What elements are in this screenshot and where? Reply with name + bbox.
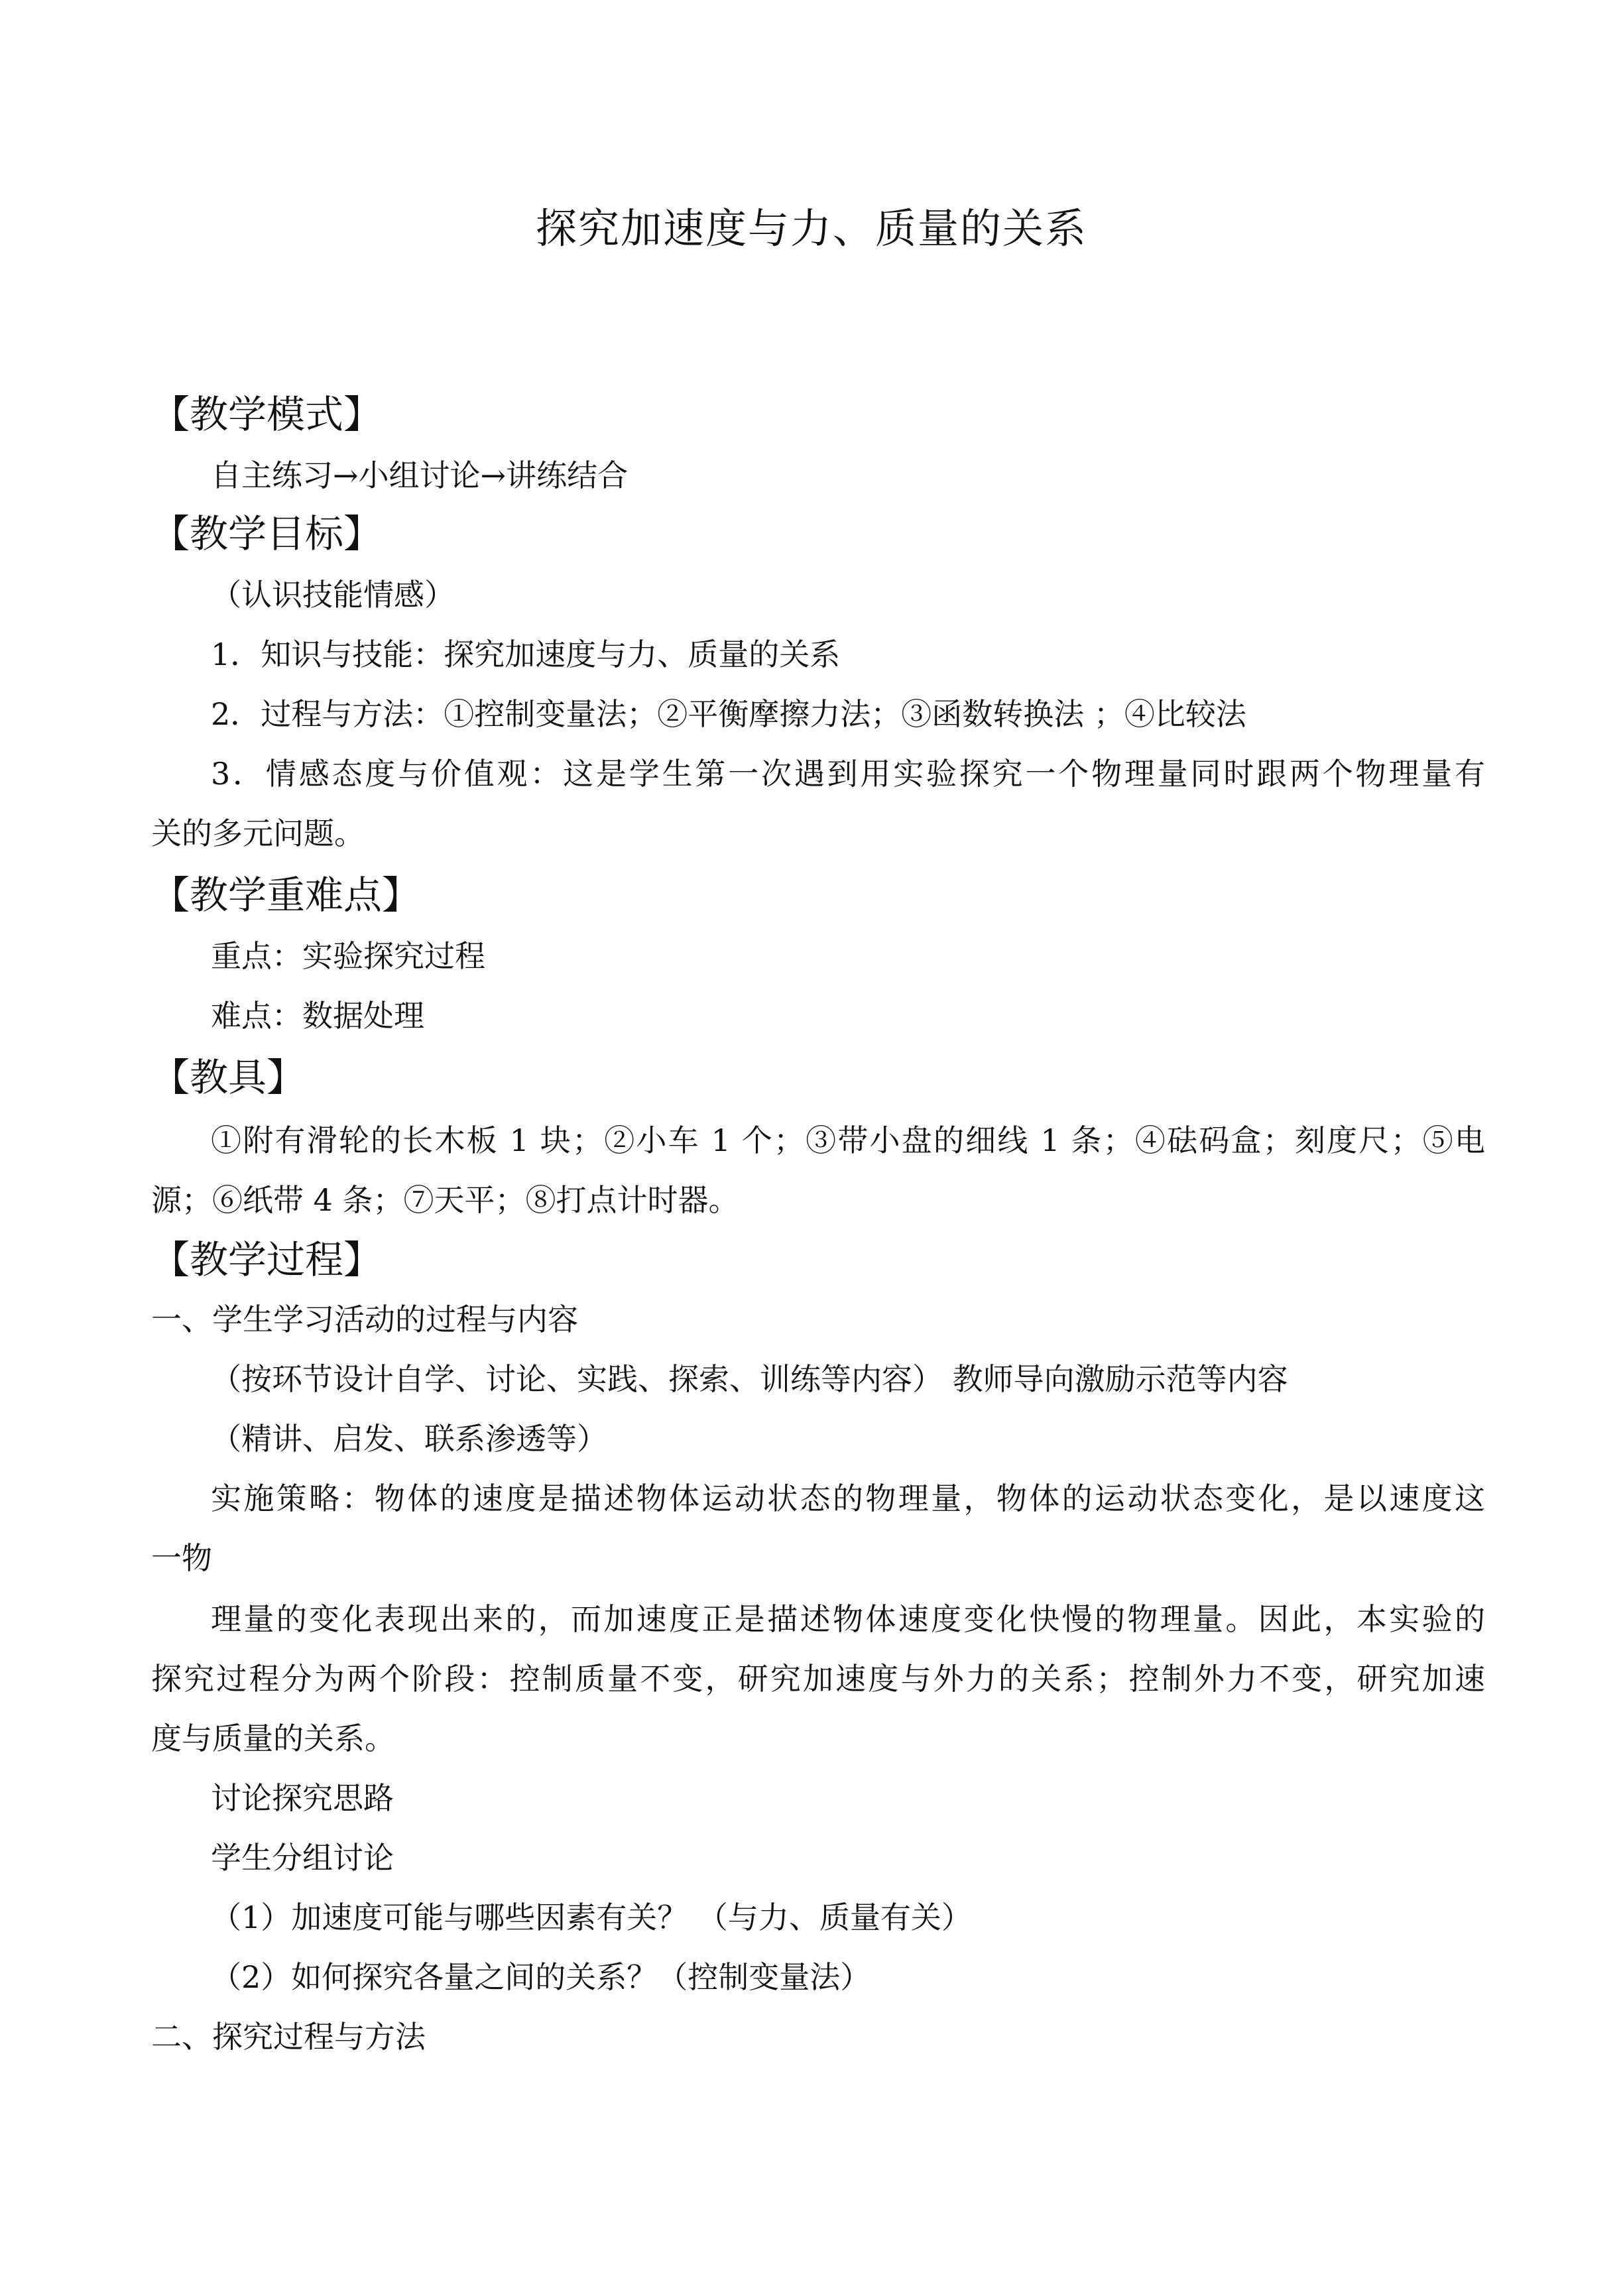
process-part1-title: 一、学生学习活动的过程与内容: [151, 1301, 578, 1337]
paragraph-line1: 理量的变化表现出来的，而加速度正是描述物体速度变化快慢的物理量。因此，本实验的: [211, 1601, 1485, 1637]
difficult-point-text: 难点：数据处理: [211, 998, 424, 1034]
tools-list-line1: ①附有滑轮的长木板 1 块；②小车 1 个；③带小盘的细线 1 条；④砝码盒；刻度尺；⑤电: [211, 1122, 1485, 1158]
page-title: 探究加速度与力、质量的关系: [535, 204, 1087, 253]
process-part2-title: 二、探究过程与方法: [151, 2019, 426, 2055]
section-heading-teaching-goals: 【教学目标】: [151, 511, 383, 556]
section-heading-process: 【教学过程】: [151, 1237, 383, 1282]
key-point-text: 重点：实验探究过程: [211, 938, 485, 974]
section-heading-teaching-mode: 【教学模式】: [151, 392, 383, 437]
strategy-line1: 实施策略：物体的速度是描述物体运动状态的物理量，物体的运动状态变化，是以速度这: [211, 1480, 1485, 1516]
paragraph-line2: 探究过程分为两个阶段：控制质量不变，研究加速度与外力的关系；控制外力不变，研究加速: [151, 1661, 1485, 1697]
teaching-mode-text: 自主练习→小组讨论→讲练结合: [211, 457, 629, 493]
paragraph-line3: 度与质量的关系。: [151, 1721, 395, 1756]
section-heading-key-points: 【教学重难点】: [151, 873, 421, 918]
discuss-title: 讨论探究思路: [211, 1780, 394, 1816]
question-1: （1）加速度可能与哪些因素有关？ （与力、质量有关）: [211, 1900, 972, 1935]
goal-item-knowledge: 1．知识与技能：探究加速度与力、质量的关系: [211, 636, 841, 672]
question-2: （2）如何探究各量之间的关系？（控制变量法）: [211, 1959, 871, 1995]
strategy-line2: 一物: [151, 1540, 212, 1576]
goal-item-emotion-line1: 3．情感态度与价值观：这是学生第一次遇到用实验探究一个物理量同时跟两个物理量有: [211, 756, 1485, 792]
goal-item-process: 2．过程与方法：①控制变量法；②平衡摩擦力法；③函数转换法 ；④比较法: [211, 696, 1246, 732]
section-heading-tools: 【教具】: [151, 1055, 306, 1100]
goals-subtitle: （认识技能情感）: [211, 577, 455, 613]
process-part1-note1: （按环节设计自学、讨论、实践、探索、训练等内容） 教师导向激励示范等内容: [211, 1361, 1288, 1397]
group-discussion-title: 学生分组讨论: [211, 1840, 394, 1876]
tools-list-line2: 源；⑥纸带 4 条；⑦天平；⑧打点计时器。: [151, 1182, 739, 1218]
goal-item-emotion-line2: 关的多元问题。: [151, 816, 365, 851]
process-part1-note2: （精讲、启发、联系渗透等）: [211, 1421, 607, 1457]
